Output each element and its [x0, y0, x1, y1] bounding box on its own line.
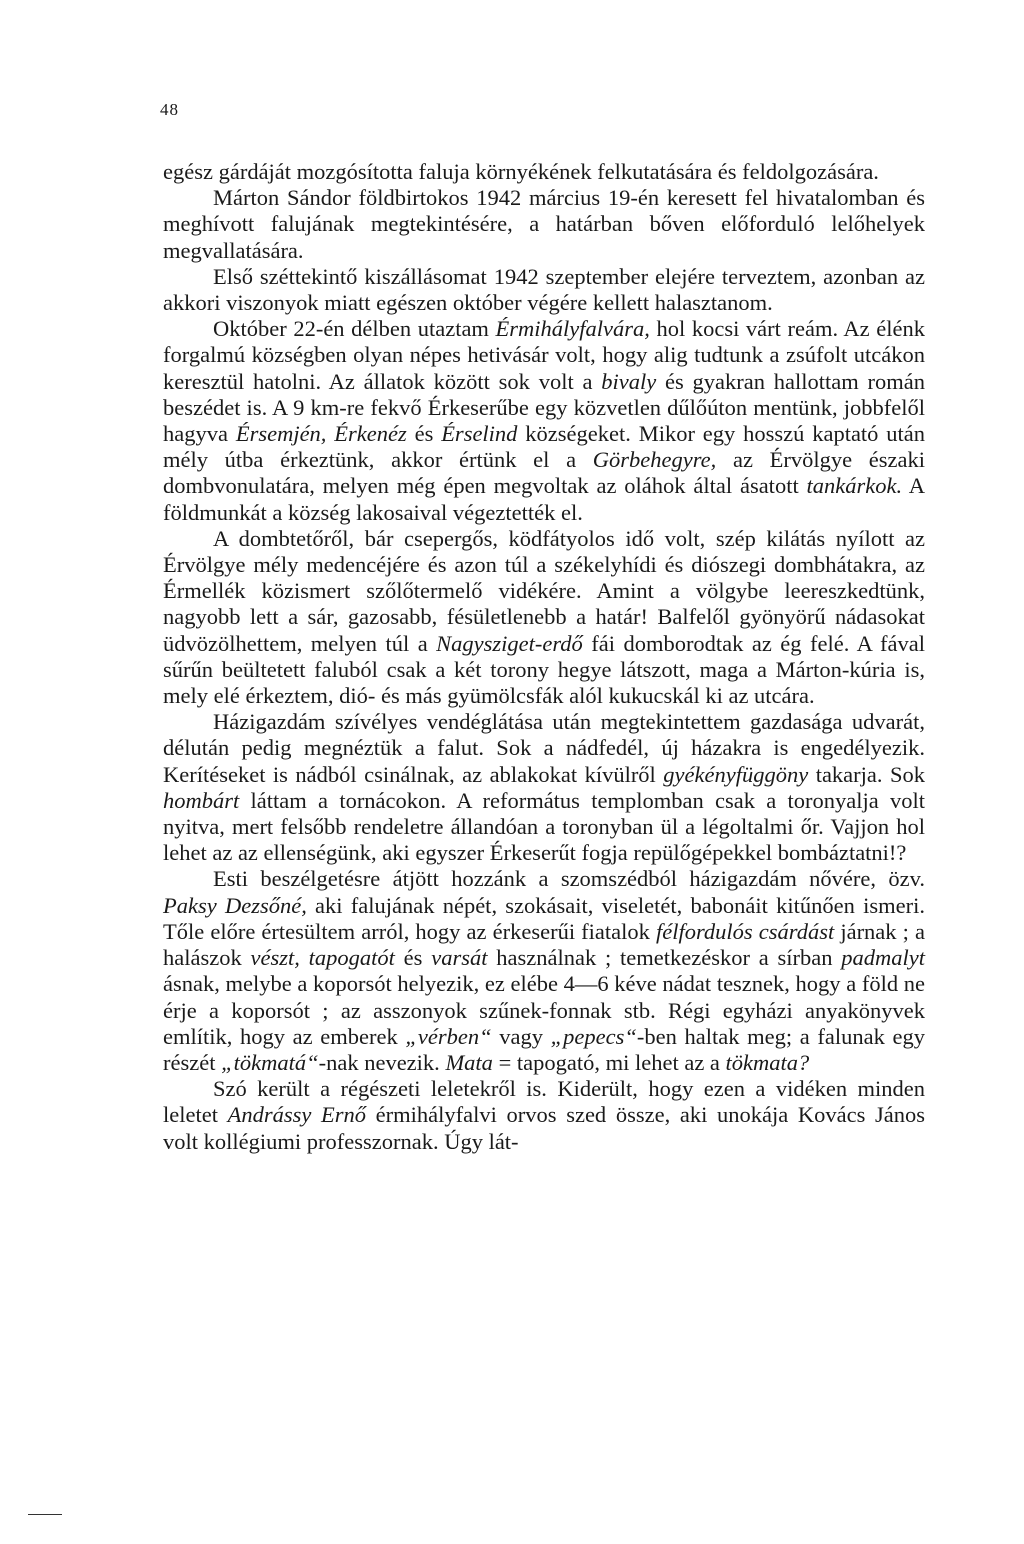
italic-run: Andrássy Ernő — [227, 1102, 367, 1128]
text-run: ásnak, melybe a koporsót helyezik, ez elébe 4—6 kéve nádat tesznek, hogy a föld ne érje a koporsót ; az asszonyok szűnek-fonnak stb. Régi egyházi anyakönyvek említik, hogy az emberek — [163, 971, 925, 1049]
paragraph — [163, 264, 925, 316]
text-run: fái domborodtak az ég felé. A fával sűrűn beültetett faluból csak a két torony hegye látszott, maga a Márton-kúria is, mely elé érkeztem, dió- és más gyümölcsfák alól kukucskál ki az utcára. — [163, 630, 925, 709]
text-run: A dombtetőről, bár csepergős, ködfátyolos idő volt, szép kilátás nyílott az Érvölgye mély medencéjére és azon túl a székelyhídi és diószegi dombhátakra, az Érmellék közismert szőlőtermelő vidékére. Amint a völgybe leereszkedtünk, nagyobb lett a sár, gazosabb, fésületlenebb a határ! Balfelől gyönyörű nádasokat üdvözölhettem, melyen túl a — [163, 525, 925, 656]
page-number: 48 — [160, 100, 179, 119]
text-run: láttam a tornácokon. A református templomban csak a toronyalja volt nyitva, mert felsőbb rendeletre állandóan a toronyban ül a légoltalmi őr. Vajjon hol lehet az az ellenségünk, aki egyszer Érkeserűt fogja repülőgépekkel bombáztatni!? — [163, 787, 925, 866]
text-run: Első széttekintő kiszállásomat 1942 szeptember elejére terveztem, azonban az akkori viszonyok miatt egészen október végére kellett halasztanom. — [163, 263, 925, 316]
text-run: használnak ; temetkezéskor a sírban — [487, 945, 842, 971]
italic-run: Érsemjén, Érkenéz — [235, 421, 407, 447]
paragraph — [163, 316, 925, 526]
text-run: A földmunkát a község lakosaival végeztették el. — [163, 473, 925, 525]
italic-run: Görbehegyre, — [592, 447, 717, 473]
text-run: Október 22-én délben utaztam — [213, 316, 496, 342]
italic-run: hombárt — [163, 787, 240, 813]
paragraph — [163, 526, 925, 709]
body-text — [163, 159, 925, 1155]
paragraph — [163, 185, 925, 264]
text-run: -ben haltak meg; a falunak egy részét — [163, 1023, 926, 1075]
italic-run: padmalyt — [841, 945, 926, 971]
italic-run: tankárkok. — [806, 473, 903, 499]
italic-run: bivaly — [601, 368, 657, 394]
italic-run: „pepecs“ — [550, 1023, 637, 1049]
text-run: Esti beszélgetésre átjött hozzánk a szomszédból házigazdám nővére, özv. — [213, 866, 925, 892]
paragraph — [163, 866, 925, 1076]
italic-run: Érselind — [441, 421, 518, 447]
italic-run: Érmihályfalvára, — [495, 316, 650, 342]
italic-run: Nagysziget-erdő — [436, 630, 583, 656]
footer-rule — [28, 1514, 62, 1515]
text-run: vagy — [491, 1023, 551, 1049]
text-run: járnak ; a halászok — [163, 918, 925, 971]
italic-run: varsát — [431, 945, 488, 971]
text-run: takarja. Sok — [808, 761, 926, 787]
text-run: Márton Sándor földbirtokos 1942 március 19-én keresett fel hivatalomban és meghívott falujának megtekintésére, a határban bőven előforduló lelőhelyek megvallatására. — [163, 185, 925, 263]
italic-run: Mata — [445, 1049, 493, 1075]
italic-run: Paksy Dezsőné, — [163, 892, 307, 918]
italic-run: vészt, tapogatót — [250, 945, 395, 971]
italic-run: „vérben“ — [405, 1023, 492, 1049]
italic-run: gyékényfüggöny — [663, 761, 809, 787]
text-run: az Érvölgye északi dombvonulatára, melyen még épen megvoltak az oláhok által ásatott — [163, 447, 925, 499]
text-run: és — [406, 421, 442, 447]
text-run: községeket. Mikor egy hosszú kaptató után mély útba érkeztünk, akkor értünk el a — [163, 421, 926, 473]
text-run: Házigazdám szívélyes vendéglátása után megtekintettem gazdasága udvarát, délután pedig megnéztük a falut. Sok a nádfedél, új házakra is engedélyezik. Kerítéseket is nádból csinálnak, az ablakokat kívülről — [163, 709, 925, 787]
italic-run: félfordulós csárdást — [656, 918, 835, 944]
text-run: érmihályfalvi orvos szed össze, aki unokája Kovács János volt kollégiumi professzornak. Úgy lát- — [163, 1102, 925, 1154]
text-run: Szó került a régészeti leletekről is. Kiderült, hogy ezen a vidéken minden leletet — [163, 1076, 925, 1128]
text-run: hol kocsi várt reám. Az élénk forgalmú községben olyan népes hetivásár volt, hogy alig tudtunk a zsúfolt utcákon keresztül hatolni. Az állatok között sok volt a — [163, 316, 925, 394]
paragraph — [163, 709, 925, 866]
text-run: egész gárdáját mozgósította faluja környékének felkutatására és feldolgozására. — [163, 159, 879, 184]
text-run: = tapogató, mi lehet az a — [492, 1049, 726, 1075]
italic-run: tökmata? — [725, 1049, 810, 1075]
text-run: aki falujának népét, szokásait, viseletét, babonáit kitűnően ismeri. Tőle előre értesültem arról, hogy az érkeserűi fiatalok — [163, 892, 925, 944]
paragraph — [163, 159, 925, 185]
text-run: és gyakran hallottam román beszédet is. A 9 km-re fekvő Érkeserűbe egy közvetlen dűlőúton mentünk, jobbfelől hagyva — [163, 368, 926, 447]
paragraph — [163, 1076, 925, 1155]
italic-run: „tökmatá“ — [221, 1049, 319, 1075]
text-run: -nak nevezik. — [318, 1049, 446, 1075]
text-run: és — [394, 945, 432, 971]
